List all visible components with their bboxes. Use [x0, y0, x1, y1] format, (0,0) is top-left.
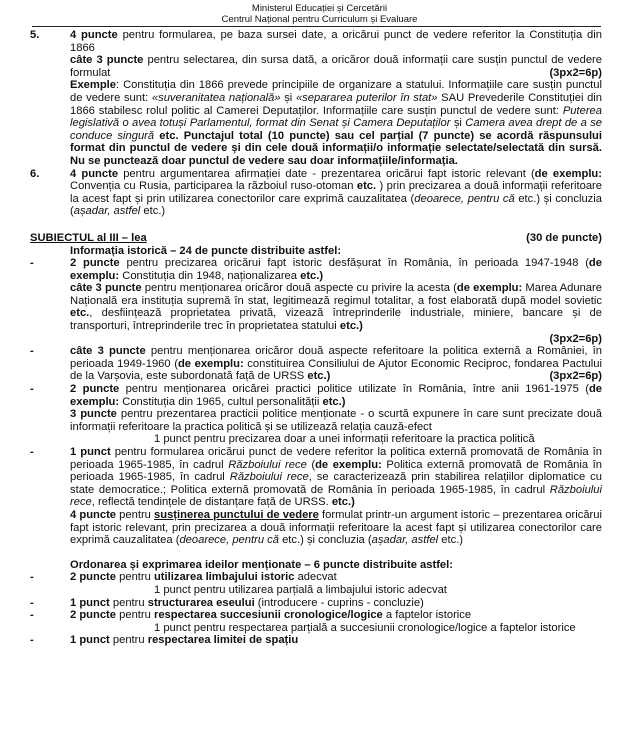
item-6: [30, 168, 602, 218]
order-row-4: - 1 punct pentru respectarea limitei de spațiu: [30, 634, 299, 647]
item-5-para2: câte 3 puncte pentru selectarea, din sursa dată, a oricăror două informații care susțin punctul de vedere formulat: [70, 54, 602, 79]
item-6-text: 4 puncte pentru argumentarea afirmației date - prezentarea oricărui fapt istoric relevant (de exemplu: Convenția cu Rusia, participarea la războiul ruso-otoman etc. ) prin precizarea a două informații referitoare la acest fapt și prin utilizarea conectorilor care exprimă cauzalitatea (deoarece, pentru că etc.) și concluzia (așadar, astfel etc.): [70, 167, 603, 218]
score-label: (3px2=6p): [549, 66, 602, 79]
bullet-4: - 1 punct pentru formularea oricărui punct de vedere referitor la politica externă promovată de România în perioada 1965-1985, în cadrul Războiului rece (de exemplu: Politica externă promovată de România în perioada 1965-1985, în cadrul Războiului rece, se caracterizează prin stabilirea relațiilor diplomatice cu state democratice.; Politica externă promovată de România în perioada 1965-1985, în cadrul Războiului rece, reflectă tendințele de distanțare față de URSS. etc.) 4 puncte pentru susținerea punctului de vedere formulat printr-un argument istoric – prezentarea oricărui fapt istoric relevant, prin precizarea a două informații referitoare la acest fapt și utilizarea conectorilor care exprimă cauzalitatea (deoarece, pentru că etc.) și concluzia (așadar, astfel etc.): [30, 446, 602, 547]
page-content: [30, 29, 602, 647]
order-row-1: - 2 puncte pentru utilizarea limbajului istoric adecvat 1 punct pentru utilizarea parțială a limbajului istoric adecvat: [30, 571, 447, 596]
document-header: [0, 0, 639, 25]
item-number: 6.: [30, 167, 40, 180]
order-heading: Ordonarea și exprimarea ideilor menționate – 6 puncte distribuite astfel:: [70, 558, 453, 571]
bullet-3: - 2 puncte pentru menționarea oricărei practici politice utilizate în România, între anii 1961-1975 (de exemplu: Constituția din 1965, cultul personalității etc.) 3 puncte pentru prezentarea practicii politice menționate - o scurtă expunere în care sunt precizate două informații referitoare la practica politică și se utilizează relația cauză-efect 1 punct pentru precizarea doar a unei informații referitoare la practica politică: [30, 383, 602, 446]
item-number: 5.: [30, 29, 40, 41]
score-label: (3px2=6p): [549, 332, 602, 345]
header-divider: [32, 26, 601, 27]
score-label: (3px2=6p): [549, 370, 602, 383]
item-5: [30, 29, 602, 168]
section-3-title: SUBIECTUL al III – lea (30 de puncte): [30, 231, 602, 244]
info-heading: Informația istorică – 24 de puncte distribuite astfel:: [70, 244, 342, 257]
order-row-2: - 1 punct pentru structurarea eseului (introducere - cuprins - concluzie): [30, 596, 424, 609]
header-center: Centrul Național pentru Curriculum și Evaluare: [221, 14, 418, 25]
order-row-3: - 2 puncte pentru respectarea succesiunii cronologice/logice a faptelor istorice 1 punct pentru respectarea parțială a succesiunii cronologice/logice a faptelor istorice: [30, 609, 576, 634]
bullet-2: - câte 3 puncte pentru menționarea oricăror două aspecte referitoare la politica externă a României, în perioada 1949-1960 (de exemplu: constituirea Consiliului de Ajutor Economic Reciproc, fondarea Pactului de la Varșovia, este subordonată față de URSS etc.) (3px2=6p): [30, 345, 602, 383]
header-ministry: Ministerul Educației și Cercetării: [251, 3, 388, 14]
bullet-1: - 2 puncte pentru precizarea oricărui fapt istoric desfășurat în România, în perioada 1947-1948 (de exemplu: Constituția din 1948, naționalizarea etc.) câte 3 puncte pentru menționarea oricăror două aspecte cu privire la acesta (de exemplu: Marea Adunare Națională era instituția supremă în stat, legitimează regimul totalitar, a fost elaborată după model sovietic etc., desființează proprietatea privată, vizează întreprinderile industriale, miniere, bancare și de transporturi, întreprinderile trec în proprietatea statului etc.) (3px2=6p): [30, 257, 602, 345]
item-5-para1: 4 puncte pentru formularea, pe baza sursei date, a oricărui punct de vedere referitor la Constituția din 1866: [70, 29, 602, 54]
item-5-examples: Exemple: Constituția din 1866 prevede principiile de organizare a statului. Informațiile care susțin punctul de vedere sunt: «suveranitatea națională» și «separarea puterilor în stat» SAU Prevederile Constituției din 1866 stabilesc rolul politic al Camerei Deputaților. Informațiile care susțin punctul de vedere sunt: Puterea legislativă o avea totuși Parlamentul, format din Senat și Camera Deputaților și Camera avea drept de a se conduce singură etc. Punctajul total (10 puncte) sau cel parțial (7 puncte) se acordă răspunsului format din punctul de vedere și din cele două informații/o informație selectate/selectată din sursă. Nu se punctează doar punctul de vedere sau doar informațiile/informația.: [70, 79, 603, 167]
